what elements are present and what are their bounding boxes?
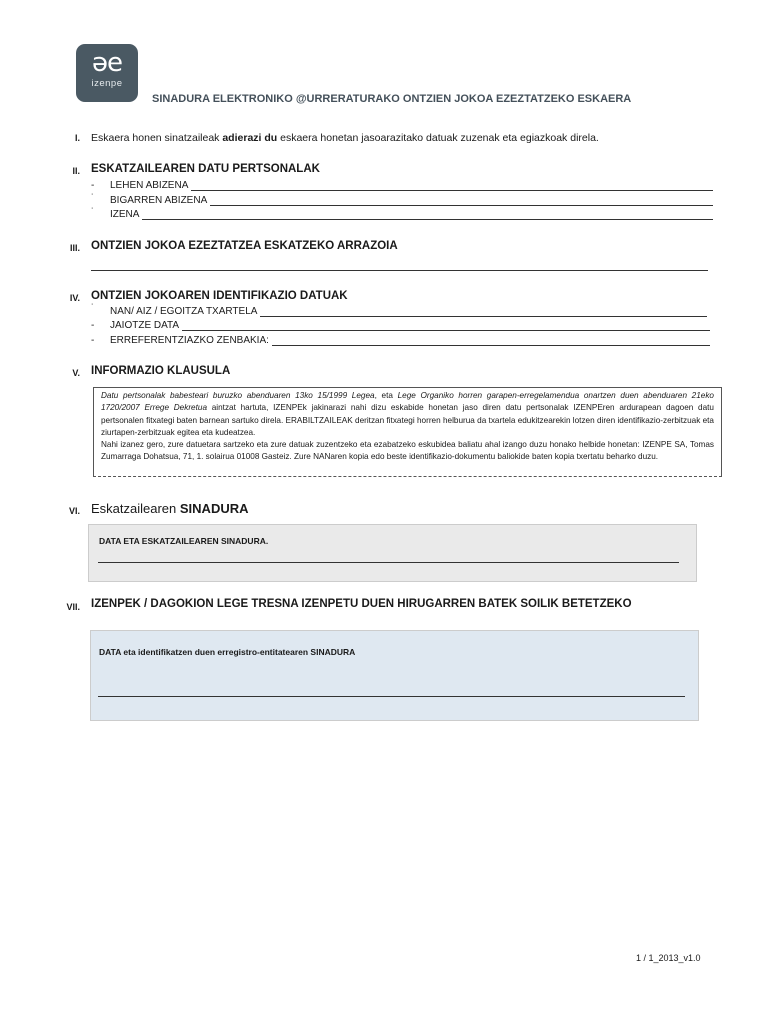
dash: ˙ [91,207,95,218]
section-3-number: III. [69,243,80,253]
field-label: JAIOTZE DATA [110,320,180,331]
section-1-text-pre: Eskaera honen sinatzaileak [91,132,223,144]
field-label: ERREFERENTZIAZKO ZENBAKIA: [110,335,269,346]
section-3-title: ONTZIEN JOKOA EZEZTATZEA ESKATZEKO ARRAZOIA [91,240,398,252]
section-7-number: VII. [66,602,80,612]
clause-text: aintzat hartuta, IZENPEk jakinarazi nahi dizu eskabide honetan jaso diren datu pertsonalak IZENPEren ardurapean dagoen datu pertsonalen fitxategi baten barnean sartuko direla. ERABILTZAILEAK deritzan fitxategi horren helburua da txartela edukitzearekin lotzen diren identifikazio-zerbitzuak eta ziurtapen-zerbitzuak egitea eta kudeatzea. [101,403,714,437]
dash: - [91,335,95,346]
fill-line [182,320,710,331]
applicant-signature-label: DATA ETA ESKATZAILEAREN SINADURA. [99,536,269,546]
section-1-number: I. [74,133,80,143]
clause-paragraph-2: Nahi izanez gero, zure datuetara sartzeko eta zure datuak zuzentzeko eta ezabatzeko eskubidea baliatu ahal izango duzu honako helbide honetan: IZENPE SA, Tomas Zumarraga Dohatsua, 71, 1. solairua 01008 Gasteiz. Zure NANaren kopia edo beste identifikazio-dokumentu baliokide baten kopia txertatu beharko duzu. [101,440,714,462]
clause-text: , eta [374,391,398,400]
section-7-title: IZENPEK / DAGOKION LEGE TRESNA IZENPETU DUEN HIRUGARREN BATEK SOILIK BETETZEKO [91,598,632,610]
section-6-number: VI. [68,506,80,516]
reason-input-line[interactable] [91,270,708,271]
field-label: IZENA [110,209,140,220]
information-clause-box [93,387,722,477]
section-1-text-bold: adierazi du [222,132,278,144]
field-nan-aiz[interactable] [110,306,707,317]
field-label: BIGARREN ABIZENA [110,195,208,206]
page-footer: 1 / 1_2013_v1.0 [636,953,701,963]
section-5-number: V. [72,368,80,378]
fill-line [142,209,713,220]
field-erreferentzia-zenbakia[interactable] [110,335,710,346]
document-title: SINADURA ELEKTRONIKO @URRERATURAKO ONTZIEN JOKOA EZEZTATZEKO ESKAERA [152,93,632,105]
fill-line [260,306,707,317]
izenpe-logo [76,44,138,102]
clause-decree-ref: Lege Organiko horren garapen-erregelamendua onartzen duen abenduaren 21eko 1720/2007 Erregе Dekretua [101,391,714,413]
field-izena[interactable] [110,209,713,220]
fill-line [191,180,713,191]
registry-signature-label: DATA eta identifikatzen duen erregistro-entitatearen SINADURA [99,647,356,657]
clause-paragraph-1 [101,390,714,439]
dash: - [91,180,95,191]
clause-law-ref: Datu pertsonalak babesteari buruzko abenduaren 13ko 15/1999 Legea [101,391,375,400]
registry-signature-line[interactable] [98,696,685,697]
dash: - [91,320,95,331]
section-6-title-plain: Eskatzailearen [91,501,180,516]
field-label: NAN/ AIZ / EGOITZA TXARTELA [110,306,258,317]
section-1-text [91,132,599,144]
field-lehen-abizena[interactable] [110,180,713,191]
fill-line [210,195,713,206]
field-label: LEHEN ABIZENA [110,180,189,191]
applicant-signature-box[interactable] [88,524,697,582]
applicant-signature-line[interactable] [98,562,679,563]
section-4-title: ONTZIEN JOKOAREN IDENTIFIKAZIO DATUAK [91,290,348,302]
registry-signature-box[interactable] [90,630,699,721]
section-5-title: INFORMAZIO KLAUSULA [91,365,231,377]
dash: ˙ [91,193,95,204]
section-6-title [91,501,249,516]
section-1-text-post: eskaera honetan jasoarazitako datuak zuzenak eta egiazkoak direla. [277,132,599,144]
logo-mark: əe [92,48,122,78]
section-6-title-bold: SINADURA [179,501,249,516]
section-4-number: IV. [69,293,80,303]
section-2-title: ESKATZAILEAREN DATU PERTSONALAK [91,163,320,175]
logo-text: izenpe [91,78,123,89]
section-2-number: II. [72,166,80,176]
field-jaiotze-data[interactable] [110,320,710,331]
field-bigarren-abizena[interactable] [110,195,713,206]
fill-line [272,335,710,346]
dash: ˙ [91,303,95,314]
